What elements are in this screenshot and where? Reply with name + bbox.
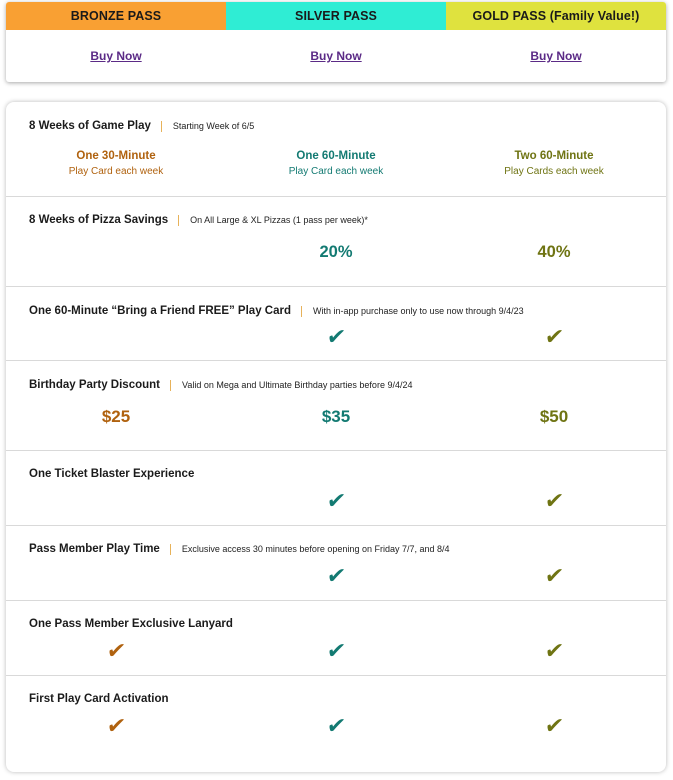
gold-checkmark-icon: ✔: [543, 324, 566, 349]
silver-buy-cell: [226, 30, 446, 82]
feature-title: Birthday Party Discount: [29, 379, 160, 391]
silver-playtime-cell: [226, 565, 446, 588]
feature-title-line: [29, 618, 233, 630]
feature-row-birthday: [6, 360, 666, 450]
gold-play-card-frequency: Play Cards each week: [504, 166, 604, 177]
silver-friend-cell: [226, 326, 446, 349]
feature-row-ticket-blaster: [6, 450, 666, 525]
feature-title-line: [29, 693, 169, 705]
divider: [170, 544, 171, 555]
silver-checkmark-icon: ✔: [325, 563, 348, 588]
pass-tier-header: [6, 2, 666, 82]
gold-friend-cell: [444, 326, 664, 349]
gold-buy-now-link[interactable]: Buy Now: [530, 49, 582, 63]
gold-buy-cell: [446, 30, 666, 82]
gold-pass-label: GOLD PASS (Family Value!): [446, 2, 666, 30]
feature-row-bring-a-friend: [6, 286, 666, 360]
gold-activation-cell: [444, 715, 664, 738]
feature-title-line: [29, 468, 194, 480]
silver-checkmark-icon: ✔: [325, 638, 348, 663]
gold-checkmark-icon: ✔: [543, 563, 566, 588]
bronze-buy-cell: [6, 30, 226, 82]
feature-title: One 60-Minute “Bring a Friend FREE” Play Card: [29, 305, 291, 317]
bronze-birthday-discount: $25: [101, 407, 131, 426]
gold-birthday-discount: $50: [539, 407, 569, 426]
gold-playtime-cell: [444, 565, 664, 588]
feature-note: With in-app purchase only to use now through 9/4/23: [313, 306, 524, 316]
feature-title: 8 Weeks of Pizza Savings: [29, 214, 169, 226]
silver-buy-now-link[interactable]: Buy Now: [310, 49, 362, 63]
feature-title-line: [29, 379, 412, 391]
bronze-lanyard-cell: [6, 640, 226, 663]
silver-birthday-discount: $35: [321, 407, 351, 426]
silver-play-card-frequency: Play Card each week: [288, 166, 384, 177]
bronze-activation-cell: [6, 715, 226, 738]
pass-features-table: [6, 102, 666, 772]
gold-play-card-duration: Two 60-Minute: [514, 150, 594, 162]
gold-lanyard-cell: [444, 640, 664, 663]
silver-activation-cell: [226, 715, 446, 738]
silver-checkmark-icon: ✔: [325, 713, 348, 738]
silver-play-card-duration: One 60-Minute: [296, 150, 376, 162]
feature-title-line: [29, 214, 368, 226]
bronze-play-card-frequency: Play Card each week: [68, 166, 164, 177]
feature-title: Pass Member Play Time: [29, 543, 160, 555]
feature-row-play-time: [6, 525, 666, 600]
silver-ticket-cell: [226, 490, 446, 513]
gold-ticket-cell: [444, 490, 664, 513]
divider: [178, 215, 179, 226]
bronze-game-play: [6, 148, 226, 180]
gold-game-play: [444, 148, 664, 180]
gold-checkmark-icon: ✔: [543, 488, 566, 513]
feature-title-line: [29, 305, 524, 317]
silver-lanyard-cell: [226, 640, 446, 663]
gold-checkmark-icon: ✔: [543, 638, 566, 663]
divider: [161, 121, 162, 132]
feature-title: One Ticket Blaster Experience: [29, 468, 195, 480]
tier-name-row: [6, 2, 666, 30]
bronze-buy-now-link[interactable]: Buy Now: [90, 49, 142, 63]
feature-title: One Pass Member Exclusive Lanyard: [29, 618, 233, 630]
feature-title: First Play Card Activation: [29, 693, 169, 705]
feature-row-lanyard: [6, 600, 666, 675]
feature-title-line: [29, 543, 450, 555]
feature-row-activation: [6, 675, 666, 772]
silver-game-play: [226, 148, 446, 180]
buy-row: [6, 30, 666, 82]
gold-checkmark-icon: ✔: [543, 713, 566, 738]
silver-pass-label: SILVER PASS: [226, 2, 446, 30]
silver-checkmark-icon: ✔: [325, 488, 348, 513]
gold-pizza-discount: 40%: [537, 243, 571, 261]
bronze-pass-label: BRONZE PASS: [6, 2, 226, 30]
bronze-checkmark-icon: ✔: [105, 713, 128, 738]
bronze-checkmark-icon: ✔: [105, 638, 128, 663]
feature-note: Exclusive access 30 minutes before opening on Friday 7/7, and 8/4: [181, 544, 450, 554]
feature-note: On All Large & XL Pizzas (1 pass per week)*: [190, 215, 368, 225]
feature-row-game-play: [6, 102, 666, 196]
feature-note: Valid on Mega and Ultimate Birthday parties before 9/4/24: [182, 380, 413, 390]
divider: [301, 306, 302, 317]
feature-row-pizza: [6, 196, 666, 286]
divider: [170, 380, 171, 391]
feature-title: 8 Weeks of Game Play: [29, 120, 151, 132]
silver-pizza-discount: 20%: [319, 243, 353, 261]
feature-title-line: [29, 120, 254, 132]
feature-note: Starting Week of 6/5: [172, 121, 255, 131]
bronze-play-card-duration: One 30-Minute: [76, 150, 156, 162]
silver-checkmark-icon: ✔: [325, 324, 348, 349]
